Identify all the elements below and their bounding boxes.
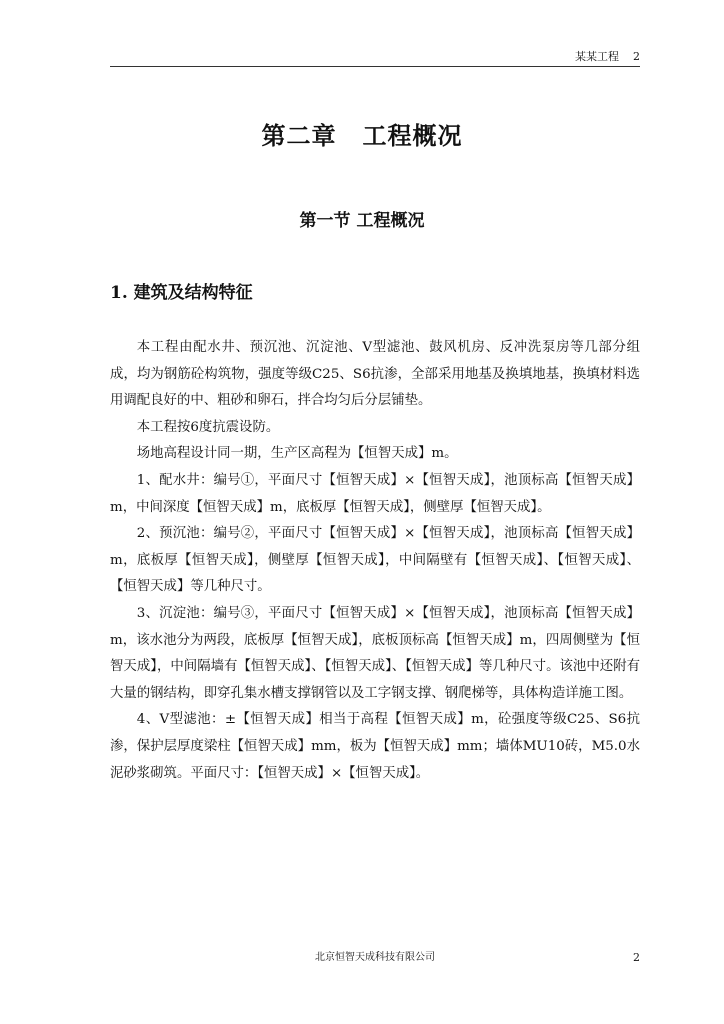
footer-company: 北京恒智天成科技有限公司 — [315, 952, 435, 963]
paragraph: 2、预沉池：编号②，平面尺寸【恒智天成】×【恒智天成】，池顶标高【恒智天成】m，底板厚【恒智天成】，侧壁厚【恒智天成】，中间隔壁有【恒智天成】、【恒智天成】、【恒智天成】等几种尺寸。 — [110, 526, 640, 595]
chapter-label: 第二章 — [261, 122, 337, 150]
paragraph: 本工程按6度抗震设防。 — [136, 419, 280, 435]
chapter-title — [0, 116, 724, 151]
subsection-heading: 1. 建筑及结构特征 — [110, 283, 253, 303]
header-page-number: 2 — [633, 50, 640, 63]
paragraph: 场地高程设计同一期，生产区高程为【恒智天成】m。 — [136, 446, 458, 462]
page-header — [110, 50, 640, 67]
section-title: 第一节 工程概况 — [299, 211, 425, 231]
paragraph: 1、配水井：编号①，平面尺寸【恒智天成】×【恒智天成】，池顶标高【恒智天成】m，中间深度【恒智天成】m，底板厚【恒智天成】，侧壁厚【恒智天成】。 — [110, 472, 640, 515]
chapter-name: 工程概况 — [362, 122, 463, 150]
footer-page-number: 2 — [633, 951, 640, 964]
paragraph: 3、沉淀池：编号③，平面尺寸【恒智天成】×【恒智天成】，池顶标高【恒智天成】m，该水池分为两段，底板厚【恒智天成】，底板顶标高【恒智天成】m，四周侧壁为【恒智天成】，中间隔墙有【恒智天成】、【恒智天成】、【恒智天成】等几种尺寸。该池中还附有大量的钢结构，即穿孔集水槽支撑钢管以及工字钢支撑、钢爬梯等，具体构造详施工图。 — [110, 605, 640, 701]
body-text — [110, 335, 640, 787]
paragraph: 本工程由配水井、预沉池、沉淀池、V型滤池、鼓风机房、反冲洗泵房等几部分组成，均为钢筋砼构筑物，强度等级C25、S6抗渗，全部采用地基及换填地基，换填材料选用调配良好的中、粗砂和卵石，拌合均匀后分层铺垫。 — [110, 340, 640, 409]
page-footer — [110, 951, 640, 967]
running-title: 某某工程 — [575, 50, 619, 63]
paragraph: 4、V型滤池：±【恒智天成】相当于高程【恒智天成】m，砼强度等级C25、S6抗渗，保护层厚度梁柱【恒智天成】mm，板为【恒智天成】mm；墙体MU10砖，M5.0水泥砂浆砌筑。平面尺寸：【恒智天成】×【恒智天成】。 — [110, 712, 640, 781]
